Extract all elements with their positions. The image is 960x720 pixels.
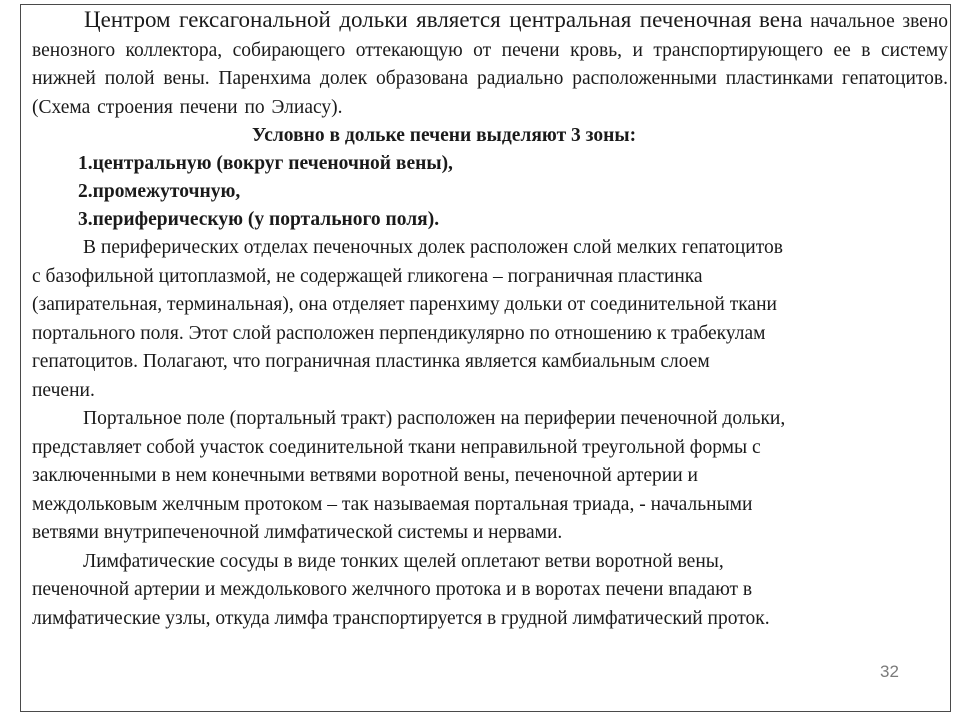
- text-line: печени.: [32, 379, 95, 401]
- slide-content: [32, 6, 948, 633]
- paragraph-portal-field: [32, 405, 948, 548]
- text-line: портального поля. Этот слой расположен перпендикулярно по отношению к трабекулам: [32, 322, 766, 344]
- text-line: гепатоцитов. Полагают, что пограничная пластинка является камбиальным слоем: [32, 351, 710, 373]
- intro-rest-text: начальное звено венозного коллектора, собирающего оттекающую от печени кровь, и транспортирующего ее в систему нижней полой вены. Паренхима долек образована радиально расположенными пластинками гепатоцитов. (Схема строения печени по Элиасу).: [32, 11, 949, 118]
- zones-list: [32, 150, 948, 234]
- page-number: 32: [880, 662, 899, 681]
- text-line: заключенными в нем конечными ветвями воротной вены, печеночной артерии и: [32, 465, 698, 487]
- text-line: (запирательная, терминальная), она отделяет паренхиму дольки от соединительной ткани: [32, 294, 777, 316]
- text-line: представляет собой участок соединительной ткани неправильной треугольной формы с: [32, 436, 761, 458]
- text-line: Лимфатические сосуды в виде тонких щелей оплетают ветви воротной вены,: [83, 550, 724, 572]
- intro-lead-text: Центром гексагональной дольки является центральная печеночная: [84, 7, 752, 32]
- zone-item-peripheral: 3.периферическую (у портального поля).: [78, 209, 440, 231]
- text-line: междольковым желчным протоком – так называемая портальная триада, - начальными: [32, 493, 753, 515]
- zones-heading: Условно в дольке печени выделяют 3 зоны:: [252, 125, 637, 147]
- paragraph-boundary-plate: [32, 234, 948, 405]
- text-line: печеночной артерии и междолькового желчного протока и в воротах печени впадают в: [32, 579, 753, 601]
- text-line: Портальное поле (портальный тракт) расположен на периферии печеночной дольки,: [83, 408, 786, 430]
- paragraph-lymphatic-vessels: [32, 548, 948, 634]
- zone-item-central: 1.центральную (вокруг печеночной вены),: [78, 153, 453, 175]
- text-line: лимфатические узлы, откуда лимфа транспортируется в грудной лимфатический проток.: [32, 607, 770, 629]
- intro-paragraph: [32, 6, 948, 122]
- zone-item-intermediate: 2.промежуточную,: [78, 181, 241, 203]
- intro-vena-word: вена: [759, 7, 803, 32]
- text-line: ветвями внутрипеченочной лимфатической системы и нервами.: [32, 522, 563, 544]
- text-line: В периферических отделах печеночных долек расположен слой мелких гепатоцитов: [83, 237, 783, 259]
- text-line: с базофильной цитоплазмой, не содержащей гликогена – пограничная пластинка: [32, 265, 703, 287]
